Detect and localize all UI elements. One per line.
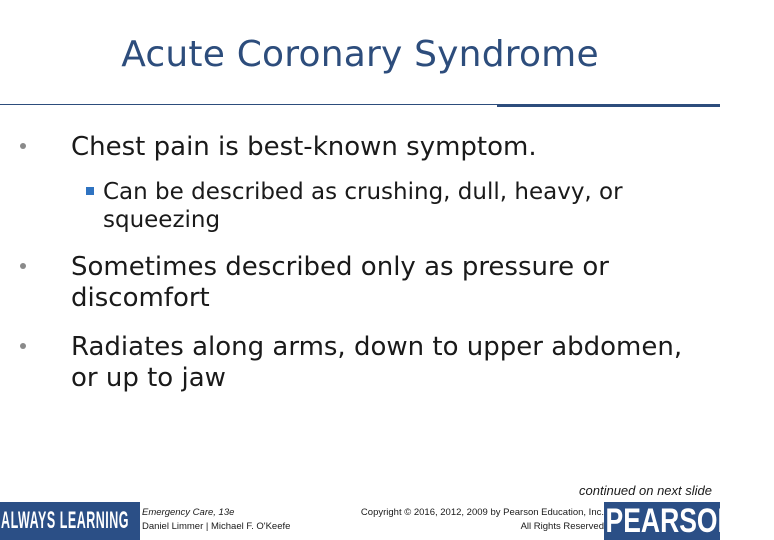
book-title: Emergency Care, 13e <box>142 507 235 518</box>
copyright-line-2: All Rights Reserved <box>520 521 604 532</box>
copyright-line-1: Copyright © 2016, 2012, 2009 by Pearson Education, Inc. <box>360 507 604 518</box>
book-authors: Daniel Limmer | Michael F. O'Keefe <box>142 521 291 532</box>
bullet-dot-icon <box>20 263 26 269</box>
bullet-dot-icon <box>20 143 26 149</box>
footer <box>0 502 737 540</box>
pearson-logo <box>604 502 737 540</box>
bullet-text: Sometimes described only as pressure or discomfort <box>71 252 609 313</box>
continued-note: continued on next slide <box>579 483 712 498</box>
title-divider-accent <box>497 104 720 107</box>
square-bullet-icon <box>86 187 94 195</box>
always-learning-text: ALWAYS LEARNING <box>1 507 130 534</box>
sub-bullet-text: Can be described as crushing, dull, heavy, or squeezing <box>103 179 623 233</box>
book-credit <box>142 506 332 534</box>
always-learning-logo <box>0 502 140 540</box>
slide-title: Acute Coronary Syndrome <box>121 34 599 75</box>
pearson-text: PEARSON <box>605 502 737 540</box>
bullet-dot-icon <box>20 343 26 349</box>
bullet-text: Radiates along arms, down to upper abdomen, or up to jaw <box>71 332 683 393</box>
copyright-notice <box>336 506 604 534</box>
bullet-text: Chest pain is best-known symptom. <box>71 132 537 162</box>
